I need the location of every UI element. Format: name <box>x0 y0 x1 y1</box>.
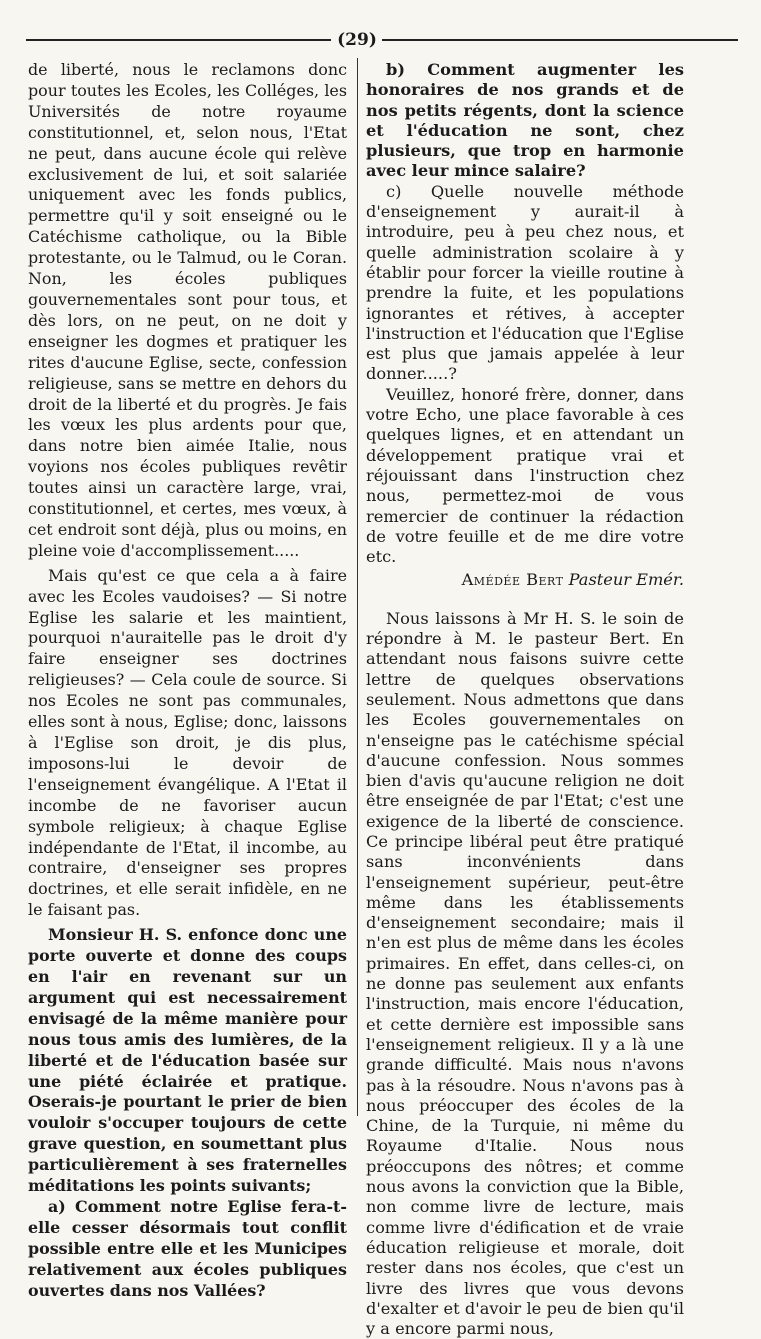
right-paragraph-3: Veuillez, honoré frère, donner, dans votre Echo, une place favorable à ces quelques lignes, et en attendant un développement pratique vrai et réjouissant dans l'instruction chez nous, permettez-moi de vous remercier de continuer la rédaction de votre feuille et de me dire votre etc. <box>366 384 684 567</box>
right-paragraph-2: c) Quelle nouvelle méthode d'enseignement y aurait-il à introduire, peu à peu chez nous, et quelle administration scolaire à y établir pour forcer la vieille routine à prendre la fuite, et les populations ignorantes et rétives, à accepter l'instruction et l'éducation que l'Eglise est plus que jamais appelée à leur donner.....? <box>366 181 684 384</box>
left-paragraph-1: de liberté, nous le reclamons donc pour toutes les Ecoles, les Colléges, les Universités de notre royaume constitutionnel, et, selon nous, l'Etat ne peut, dans aucune école qui relève exclusivement de lui, et soit salariée uniquement avec les fonds publics, permettre qu'il y soit enseigné ou le Catéchisme catholique, ou la Bible protestante, ou le Talmud, ou le Coran. Non, les écoles publiques gouvernementales sont pour tous, et dès lors, on ne peut, on ne doit y enseigner les dogmes et pratiquer les rites d'aucune Eglise, secte, confession religieuse, sans se mettre en dehors du droit de la liberté et du progrès. Je fais les vœux les plus ardents pour que, dans notre bien aimée Italie, nous voyions nos écoles publiques revêtir toutes ainsi un caractère large, vrai, constitutionnel, et certes, mes vœux, à cet endroit sont déjà, plus ou moins, en pleine voie d'accomplissement..... <box>28 60 347 560</box>
signature <box>366 570 684 590</box>
left-paragraph-3: Monsieur H. S. enfonce donc une porte ouverte et donne des coups en l'air en revenant sur un argument qui est necessairement envisagé de la même manière pour nous tous amis des lumières, de la liberté et de l'éducation basée sur une piété éclairée et pratique. Oserais-je pourtant le prier de bien vouloir s'occuper toujours de cette grave question, en soumettant plus particulièrement à ses fraternelles méditations les points suivants; <box>28 925 347 1196</box>
signature-title: Pasteur Emér. <box>568 570 684 590</box>
column-divider <box>357 58 358 1116</box>
signature-name: Amédée Bert <box>461 570 564 590</box>
left-column <box>28 60 347 1301</box>
right-paragraph-4: Nous laissons à Mr H. S. le soin de répondre à M. le pasteur Bert. En attendant nous faisons suivre cette lettre de quelques observations seulement. Nous admettons que dans les Ecoles gouvernementales on n'enseigne pas le catéchisme spécial d'aucune confession. Nous sommes bien d'avis qu'aucune religion ne doit être enseignée de par l'Etat; c'est une exigence de la liberté de conscience. Ce principe libéral peut être pratiqué sans inconvénients dans l'enseignement supérieur, peut-être même dans les établissements d'enseignement secondaire; mais il n'en est plus de même dans les écoles primaires. En effet, dans celles-ci, on ne donne pas seulement aux enfants l'instruction, mais encore l'éducation, et cette dernière est impossible sans l'enseignement religieux. Il y a là une grande difficulté. Mais nous n'avons pas à la résoudre. Nous n'avons pas à nous préoccuper des écoles de la Chine, de la Turquie, ni même du Royaume d'Italie. Nous nous préoccupons des nôtres; et comme nous avons la conviction que la Bible, non comme livre de lecture, mais comme livre d'édification et de vraie éducation religieuse et morale, doit rester dans nos écoles, que c'est un livre des livres que vous devons d'exalter et d'avoir le peu de bien qu'il y a encore parmi nous, <box>366 608 684 1339</box>
right-paragraph-1: b) Comment augmenter les honoraires de nos grands et de nos petits régents, dont la science et l'éducation ne sont, chez plusieurs, que trop en harmonie avec leur mince salaire? <box>366 60 684 181</box>
left-paragraph-4: a) Comment notre Eglise fera-t-elle cesser désormais tout conflit possible entre elle et les Municipes relativement aux écoles publiques ouvertes dans nos Vallées? <box>28 1196 347 1300</box>
page-header <box>26 30 738 50</box>
header-rule-left <box>26 39 331 41</box>
right-column <box>366 60 684 1339</box>
page-number: (29) <box>337 30 377 50</box>
header-rule-right <box>382 39 738 41</box>
left-paragraph-2: Mais qu'est ce que cela a à faire avec les Ecoles vaudoises? — Si notre Eglise les salarie et les maintient, pourquoi n'auraitelle pas le droit d'y faire enseigner ses doctrines religieuses? — Cela coule de source. Si nos Ecoles ne sont pas communales, elles sont à nous, Eglise; donc, laissons à l'Eglise son droit, je dis plus, imposons-lui le devoir de l'enseignement évangélique. A l'Etat il incombe de ne favoriser aucun symbole religieux; à chaque Eglise indépendante de l'Etat, il incombe, au contraire, d'enseigner ses propres doctrines, et elle serait infidèle, en ne le faisant pas. <box>28 565 347 920</box>
